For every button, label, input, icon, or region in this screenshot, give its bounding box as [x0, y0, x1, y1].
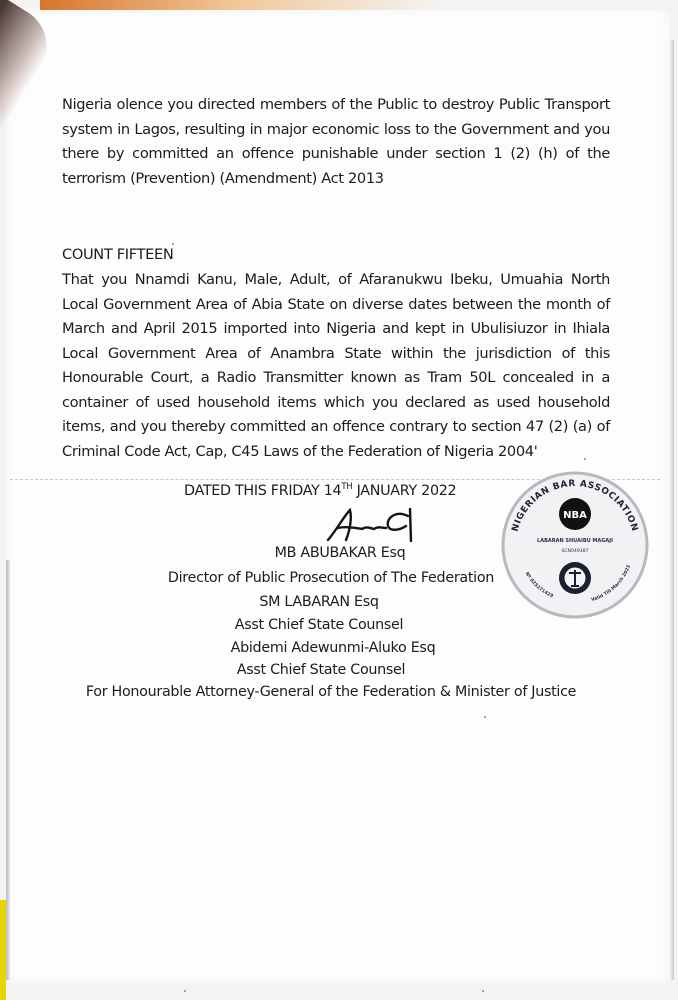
dated-ordinal: TH	[341, 482, 353, 492]
photo-top-edge	[40, 0, 678, 10]
signatory-second-name: SM LABARAN Esq	[259, 594, 379, 610]
stamp-badge-text: NBA	[563, 510, 587, 521]
stamp-number: SCN049387	[561, 549, 589, 554]
on-behalf-of-line: For Honourable Attorney-General of the Federation & Minister of Justice	[85, 684, 577, 700]
stamp-side-left: Nº 825271429	[523, 571, 554, 600]
speck	[184, 990, 186, 992]
signatory-third-name: Abidemi Adewunmi-Aluko Esq	[230, 640, 436, 656]
signatory-second-title: Asst Chief State Counsel	[234, 617, 404, 633]
background-strip	[0, 900, 6, 1000]
dated-prefix: DATED THIS FRIDAY 14	[184, 482, 342, 499]
stamp-side-right: Valid Till March 2023	[590, 564, 633, 604]
handwritten-signature	[318, 508, 428, 542]
signatory-primary-name: MB ABUBAKAR Esq	[274, 545, 406, 561]
count-fifteen-paragraph: That you Nnamdi Kanu, Male, Adult, of Afaranukwu Ibeku, Umuahia North Local Government Area of Abia State on diverse dates between the month of March and April 2015 imported into Nigeria and kept in Ubulisiuzor in Ihiala Local Government Area of Anambra State within the jurisdiction of this Honourable Court, a Radio Transmitter known as Tram 50L concealed in a container of used household items which you declared as used household items, and you thereby committed an offence contrary to section 47 (2) (a) of Criminal Code Act, Cap, C45 Laws of the Federation of Nigeria 2004'	[62, 271, 610, 460]
count-heading: COUNT FIFTEEN	[62, 246, 174, 263]
speck	[584, 458, 586, 460]
dated-suffix: JANUARY 2022	[352, 482, 457, 499]
dated-line	[184, 478, 456, 500]
page-right-edge	[670, 40, 674, 980]
speck	[484, 716, 486, 718]
nba-stamp	[500, 470, 650, 620]
stamp-ring-text: NIGERIAN BAR ASSOCIATION	[510, 478, 640, 533]
stamp-outer-ring	[503, 473, 647, 617]
signatory-third-title: Asst Chief State Counsel	[236, 662, 406, 678]
speck	[482, 990, 484, 992]
charge-paragraph-continued: Nigeria olence you directed members of the Public to destroy Public Transport system in Lagos, resulting in major economic loss to the Government and you there by committed an offence punishable under section 1 (2) (h) of the terrorism (Prevention) (Amendment) Act 2013	[62, 96, 610, 187]
stamp-holder-name: LABARAN SHUAIBU MAGAJI	[537, 538, 613, 544]
signatory-primary-title: Director of Public Prosecution of The Federation	[167, 570, 495, 586]
speck	[172, 243, 174, 245]
